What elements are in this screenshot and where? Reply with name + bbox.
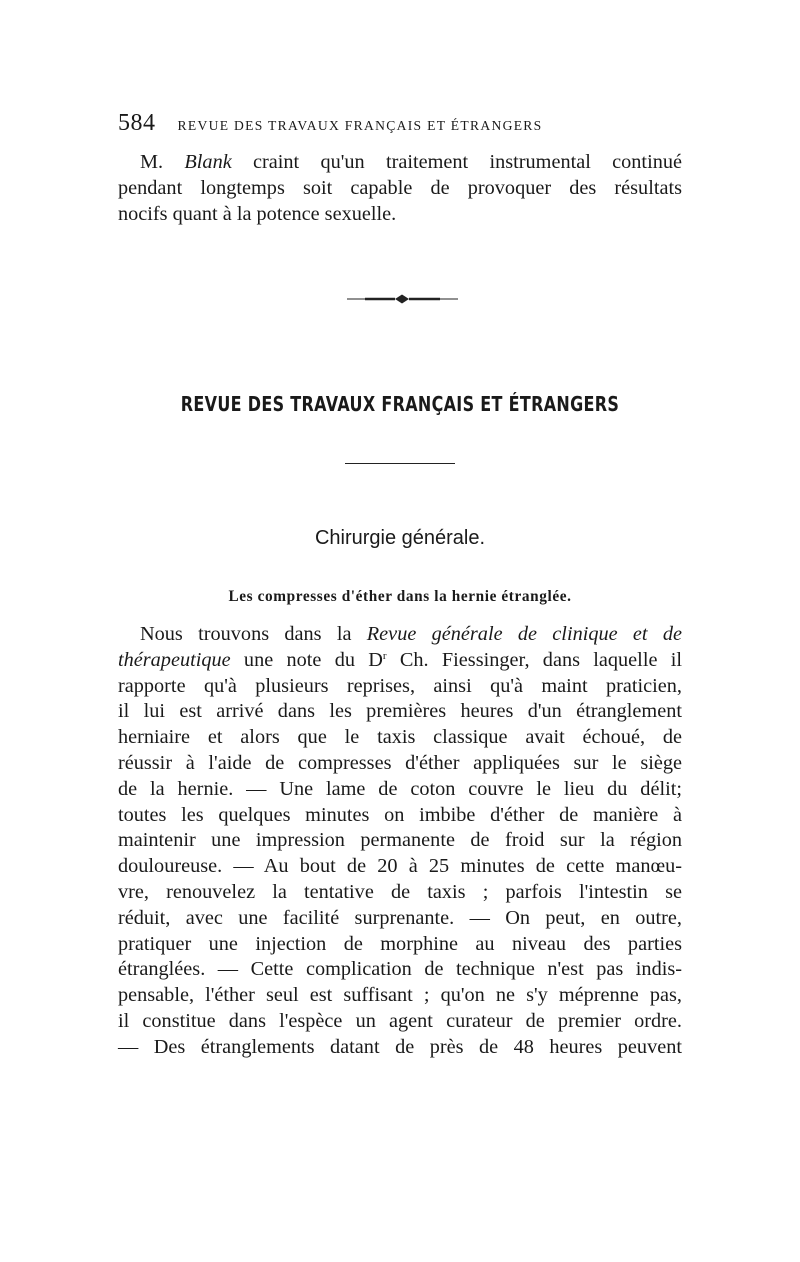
text-line xyxy=(118,622,682,648)
text-line: de la hernie. — Une lame de coton couvre le lieu du délit; xyxy=(118,777,682,800)
text-line: nocifs quant à la potence sexuelle. xyxy=(118,202,397,225)
journal-title: thérapeutique xyxy=(118,648,231,671)
text-line: toutes les quelques minutes on imbibe d'éther de manière à xyxy=(118,803,682,826)
text-line xyxy=(118,150,682,176)
text-fragment: craint qu'un traitement instrumental continué xyxy=(231,151,682,173)
text-fragment: Ch. Fiessinger, dans laquelle il xyxy=(386,648,683,671)
ornament-divider xyxy=(345,292,460,306)
intro-paragraph xyxy=(118,150,682,227)
text-line: réduit, avec une facilité surprenante. — On peut, en outre, xyxy=(118,906,682,929)
heading-rule xyxy=(345,463,455,464)
text-fragment: M. xyxy=(140,151,185,173)
text-line: étranglées. — Cette complication de technique n'est pas indis- xyxy=(118,958,682,981)
text-line: réussir à l'aide de compresses d'éther appliquées sur le siège xyxy=(118,751,682,774)
text-line: pensable, l'éther seul est suffisant ; qu'on ne s'y méprenne pas, xyxy=(118,984,682,1007)
superscript: r xyxy=(382,649,387,662)
journal-title: Revue générale de clinique et de xyxy=(366,623,682,645)
text-line: — Des étranglements datant de près de 48 heures peuvent xyxy=(118,1035,682,1058)
text-fragment: une note du D xyxy=(230,648,383,671)
subsection-title: Chirurgie générale. xyxy=(314,527,486,549)
article-body xyxy=(118,622,682,1061)
running-header xyxy=(118,110,608,137)
text-line xyxy=(118,648,682,674)
text-line: maintenir une impression permanente de froid sur la région xyxy=(118,829,682,852)
text-line: herniaire et alors que le taxis classique avait échoué, de xyxy=(118,726,682,749)
text-line: vre, renouvelez la tentative de taxis ; parfois l'intestin se xyxy=(118,880,682,903)
section-heading: REVUE DES TRAVAUX FRANÇAIS ET ÉTRANGERS xyxy=(180,392,620,416)
text-line: pendant longtemps soit capable de provoquer des résultats xyxy=(118,176,682,199)
text-fragment: Nous trouvons dans la xyxy=(140,623,367,645)
running-title: REVUE DES TRAVAUX FRANÇAIS ET ÉTRANGERS xyxy=(177,118,543,133)
article-title: Les compresses d'éther dans la hernie étranglée. xyxy=(228,588,572,605)
text-line: douloureuse. — Au bout de 20 à 25 minutes de cette manœu- xyxy=(118,855,682,878)
text-line: pratiquer une injection de morphine au niveau des parties xyxy=(118,932,682,955)
page-number: 584 xyxy=(118,110,156,136)
text-line: rapporte qu'à plusieurs reprises, ainsi qu'à maint praticien, xyxy=(118,674,682,697)
text-line: il constitue dans l'espèce un agent curateur de premier ordre. xyxy=(118,1009,682,1032)
text-line: il lui est arrivé dans les premières heures d'un étranglement xyxy=(118,700,682,723)
author-name: Blank xyxy=(184,151,232,173)
